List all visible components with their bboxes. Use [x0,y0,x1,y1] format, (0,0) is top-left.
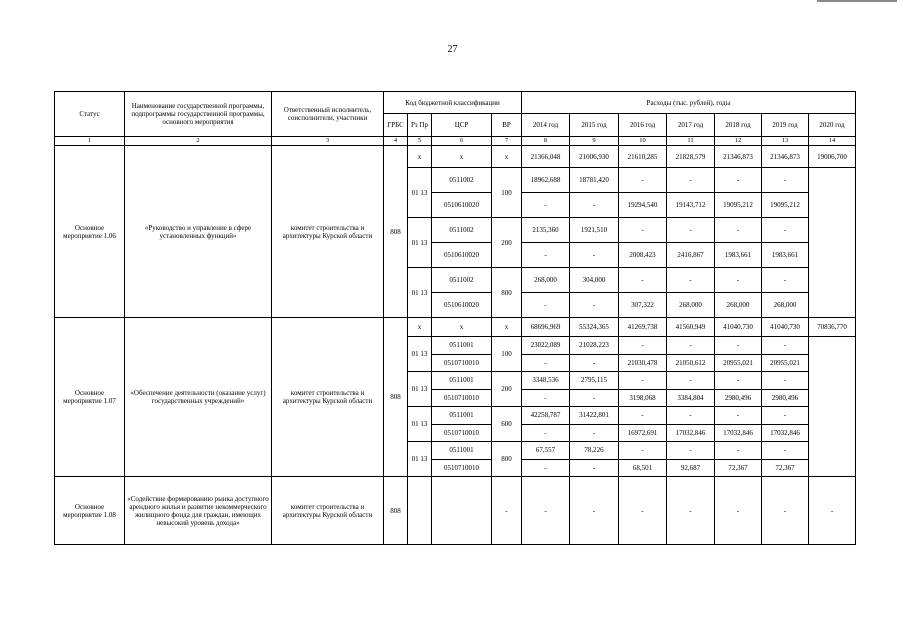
value-cell: - [570,477,619,545]
page-number: 27 [447,44,458,55]
value-cell: - [715,372,762,390]
year-header: 2017 год [667,114,715,137]
value-cell: - [522,243,570,268]
value-cell: 20955,021 [715,354,762,372]
value-cell: - [667,442,715,460]
value-cell: - [522,293,570,318]
value-cell: - [522,477,570,545]
value-cell: 304,000 [570,268,619,293]
vr-cell: 100 [492,337,522,372]
csr-cell: 0510610020 [432,193,492,218]
value-cell: 21028,223 [570,337,619,355]
value-cell: 41040,730 [715,318,762,337]
value-cell: 19006,700 [809,146,856,168]
value-cell: - [522,459,570,477]
value-cell: - [762,442,809,460]
rzpr-cell [408,477,432,545]
value-cell: - [570,459,619,477]
value-cell: 21346,873 [715,146,762,168]
name-header: Наименование государственной программы, подпрограммы государственной программы, основного мероприятия [125,92,272,137]
value-cell: - [715,477,762,545]
vr-cell: 800 [492,442,522,477]
value-cell: 21050,612 [667,354,715,372]
m107-status: Основное мероприятие 1.07 [55,318,125,477]
col-number: 9 [570,137,619,146]
value-cell: 3198,068 [619,389,667,407]
m107-total-row [55,318,856,337]
col-number: 10 [619,137,667,146]
csr-cell: х [432,318,492,337]
csr-cell: 0510610020 [432,243,492,268]
value-cell: - [522,424,570,442]
col-number: 12 [715,137,762,146]
value-cell: 92,687 [667,459,715,477]
expenses-header: Расходы (тыс. рублей), годы [522,92,856,114]
value-cell: 1921,510 [570,218,619,243]
value-cell: - [667,168,715,193]
value-cell: 21346,873 [762,146,809,168]
value-cell: - [667,218,715,243]
vr-cell: - [492,477,522,545]
value-cell: - [570,193,619,218]
value-cell: 21030,478 [619,354,667,372]
value-cell: 268,000 [715,293,762,318]
col-number: 1 [55,137,125,146]
value-cell: 68696,969 [522,318,570,337]
vr-header: ВР [492,114,522,137]
value-cell: 70836,770 [809,318,856,337]
value-cell: 21366,048 [522,146,570,168]
value-cell: 17032,846 [762,424,809,442]
value-cell: 55324,365 [570,318,619,337]
csr-cell: 0510710010 [432,424,492,442]
m108-name: «Содействие формированию рынка доступного арендного жилья и развитие некоммерческого жилищного фонда для граждан, имеющих невысокий уровень дохода» [125,477,272,545]
value-cell: 268,000 [762,293,809,318]
value-cell: 268,000 [522,268,570,293]
value-cell: 2008,423 [619,243,667,268]
value-cell: 20955,021 [762,354,809,372]
value-cell: 21006,930 [570,146,619,168]
value-cell: 18962,688 [522,168,570,193]
value-cell: 19095,212 [762,193,809,218]
rzpr-cell: х [408,146,432,168]
csr-cell [432,477,492,545]
value-cell: - [619,372,667,390]
vr-cell: 600 [492,407,522,442]
value-cell: - [522,389,570,407]
m106-executor: комитет строительства и архитектуры Курской области [272,146,384,318]
year-header: 2019 год [762,114,809,137]
value-cell: 3384,804 [667,389,715,407]
m106-total-row [55,146,856,168]
csr-cell: 0511001 [432,372,492,390]
value-cell: - [715,168,762,193]
value-cell: 2416,867 [667,243,715,268]
csr-cell: 0511002 [432,218,492,243]
rzpr-cell: 01 13 [408,442,432,477]
header-row-1 [55,92,856,114]
value-cell: - [667,268,715,293]
value-cell: 41040,730 [762,318,809,337]
value-cell: - [522,193,570,218]
value-cell: 307,322 [619,293,667,318]
value-cell: - [762,168,809,193]
budget-code-header: Код бюджетной классификации [384,92,522,114]
m106-name: «Руководство и управление в сфере установленных функций» [125,146,272,318]
value-cell: - [715,337,762,355]
value-cell: - [570,424,619,442]
value-cell: - [667,372,715,390]
value-cell: 3348,536 [522,372,570,390]
value-cell: - [715,442,762,460]
value-cell: 17032,846 [715,424,762,442]
value-cell: - [522,354,570,372]
csr-cell: 0511002 [432,268,492,293]
rzpr-cell: х [408,318,432,337]
year-header: 2016 год [619,114,667,137]
m108-status: Основное мероприятие 1.08 [55,477,125,545]
value-cell: - [619,477,667,545]
vr-cell: х [492,318,522,337]
col-number: 14 [809,137,856,146]
value-cell: - [762,218,809,243]
value-cell: - [762,337,809,355]
value-cell: 23022,089 [522,337,570,355]
value-cell: - [715,268,762,293]
csr-cell: 0511001 [432,337,492,355]
executor-header: Ответственный исполнитель, соисполнители, участники [272,92,384,137]
value-cell: 17032,846 [667,424,715,442]
value-cell: - [570,354,619,372]
value-cell: 1983,661 [762,243,809,268]
csr-cell: 0511002 [432,168,492,193]
top-edge-mark [817,0,897,2]
value-cell: 41269,738 [619,318,667,337]
csr-cell: 0510710010 [432,389,492,407]
value-cell: - [667,407,715,425]
vr-cell: 200 [492,218,522,268]
value-cell: - [619,442,667,460]
value-cell: - [619,407,667,425]
value-cell: 19143,712 [667,193,715,218]
vr-cell: 800 [492,268,522,318]
col-number: 6 [432,137,492,146]
col-number: 3 [272,137,384,146]
value-cell: 18781,420 [570,168,619,193]
col-number: 11 [667,137,715,146]
value-cell: - [762,407,809,425]
value-cell: - [762,372,809,390]
csr-cell: х [432,146,492,168]
value-cell: - [762,477,809,545]
value-cell: 19294,540 [619,193,667,218]
col-number: 4 [384,137,408,146]
value-cell: 19095,212 [715,193,762,218]
vr-cell: 200 [492,372,522,407]
csr-cell: 0510710010 [432,354,492,372]
column-number-row [55,137,856,146]
csr-cell: 0510610020 [432,293,492,318]
year-header: 2014 год [522,114,570,137]
value-cell: - [570,243,619,268]
rzpr-cell: 01 13 [408,218,432,268]
value-cell: 21828,579 [667,146,715,168]
grbs-header: ГРБС [384,114,408,137]
value-cell: - [570,389,619,407]
value-cell: 72,367 [715,459,762,477]
value-cell: 16972,691 [619,424,667,442]
year-header: 2018 год [715,114,762,137]
value-cell: - [762,268,809,293]
col-number: 5 [408,137,432,146]
value-cell: 72,367 [762,459,809,477]
value-cell: 1983,661 [715,243,762,268]
rzpr-cell: 01 13 [408,337,432,372]
value-cell: 2980,496 [762,389,809,407]
m107-name: «Обеспечение деятельности (оказание услуг) государственных учреждений» [125,318,272,477]
value-cell: - [570,293,619,318]
m108-executor: комитет строительства и архитектуры Курской области [272,477,384,545]
value-cell: 2135,360 [522,218,570,243]
value-cell: - [619,268,667,293]
year-header: 2020 год [809,114,856,137]
status-header: Статус [55,92,125,137]
value-cell: - [619,218,667,243]
value-cell: 68,501 [619,459,667,477]
csr-cell: 0511001 [432,407,492,425]
rzpr-cell: 01 13 [408,268,432,318]
value-cell: - [715,218,762,243]
value-cell: 2980,496 [715,389,762,407]
value-cell: - [809,477,856,545]
value-cell: 2795,115 [570,372,619,390]
rzpr-cell: 01 13 [408,168,432,218]
csr-cell: 0510710010 [432,459,492,477]
m107-executor: комитет строительства и архитектуры Курской области [272,318,384,477]
value-cell: 41560,949 [667,318,715,337]
value-cell: - [715,407,762,425]
value-cell: - [667,477,715,545]
csr-cell: 0511001 [432,442,492,460]
m108-row [55,477,856,545]
empty-cell [809,337,856,477]
csr-header: ЦСР [432,114,492,137]
value-cell: 67,557 [522,442,570,460]
value-cell: 268,000 [667,293,715,318]
value-cell: - [619,168,667,193]
col-number: 13 [762,137,809,146]
m108-grbs: 808 [384,477,408,545]
value-cell: - [619,337,667,355]
vr-cell: 100 [492,168,522,218]
col-number: 7 [492,137,522,146]
m106-grbs: 808 [384,146,408,318]
m106-status: Основное мероприятие 1.06 [55,146,125,318]
rzpr-header: Рз Пр [408,114,432,137]
col-number: 8 [522,137,570,146]
empty-cell [809,168,856,318]
budget-table [54,91,856,545]
value-cell: 31422,801 [570,407,619,425]
rzpr-cell: 01 13 [408,407,432,442]
value-cell: - [667,337,715,355]
vr-cell: х [492,146,522,168]
value-cell: 78,226 [570,442,619,460]
value-cell: 42258,787 [522,407,570,425]
value-cell: 21610,285 [619,146,667,168]
m107-grbs: 808 [384,318,408,477]
rzpr-cell: 01 13 [408,372,432,407]
year-header: 2015 год [570,114,619,137]
col-number: 2 [125,137,272,146]
